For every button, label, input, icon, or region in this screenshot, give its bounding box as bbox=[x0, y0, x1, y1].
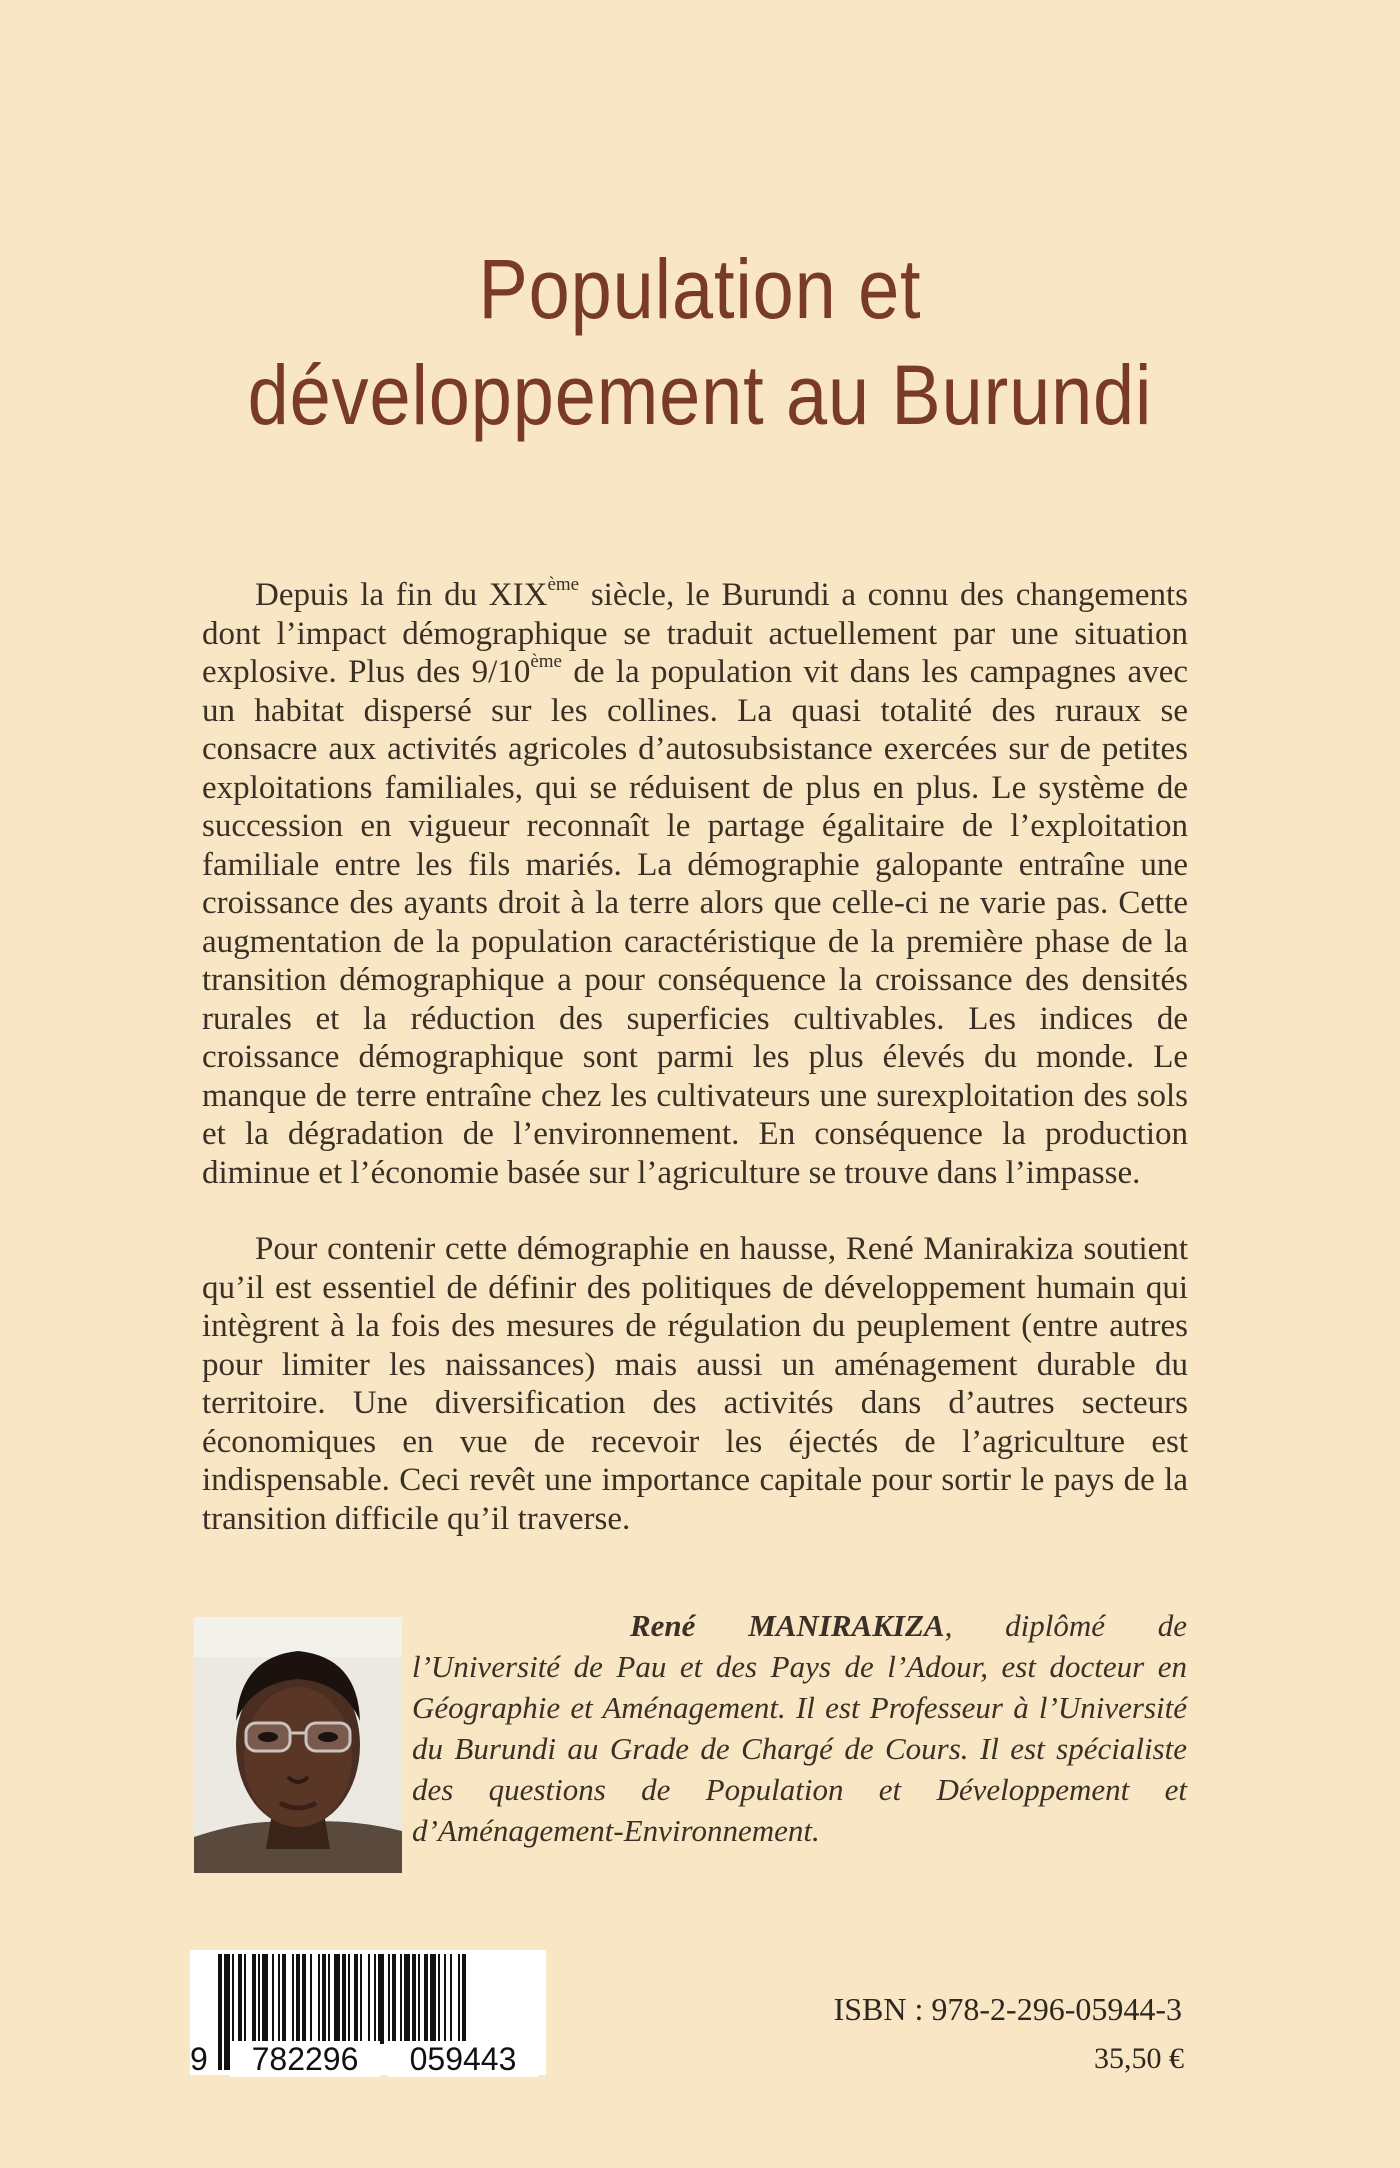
barcode-bar bbox=[322, 1954, 326, 2044]
barcode-bar bbox=[318, 1954, 320, 2044]
barcode-bar bbox=[378, 1954, 384, 2044]
barcode-digits-right: 059443 bbox=[388, 2041, 538, 2077]
price: 35,50 € bbox=[1094, 2042, 1184, 2075]
barcode-bar bbox=[252, 1954, 256, 2044]
barcode-bar bbox=[262, 1954, 268, 2044]
barcode-bar bbox=[310, 1954, 312, 2044]
barcode-bar bbox=[458, 1954, 460, 2044]
author-name: René MANIRAKIZA bbox=[630, 1608, 945, 1643]
barcode-bar bbox=[244, 1954, 246, 2044]
barcode-bar bbox=[354, 1954, 358, 2044]
barcode-bar bbox=[238, 1954, 242, 2044]
barcode-bar bbox=[292, 1954, 294, 2044]
barcode-bar bbox=[278, 1954, 280, 2044]
barcode-bar bbox=[412, 1954, 416, 2044]
barcode-bar bbox=[368, 1954, 370, 2044]
barcode-bar bbox=[404, 1954, 410, 2044]
barcode-bar bbox=[334, 1954, 340, 2044]
barcode-bar bbox=[258, 1954, 260, 2044]
barcode-bar bbox=[232, 1954, 234, 2044]
barcode-bar bbox=[282, 1954, 286, 2044]
barcode-bar bbox=[388, 1954, 390, 2044]
barcode-bar bbox=[392, 1954, 396, 2044]
barcode-bar bbox=[444, 1954, 446, 2044]
barcode-bar bbox=[430, 1954, 436, 2044]
barcode-bar bbox=[360, 1954, 362, 2044]
barcode-bar bbox=[374, 1954, 376, 2044]
barcode-bar bbox=[296, 1954, 300, 2044]
barcode-digit-first: 9 bbox=[190, 2041, 208, 2077]
barcode-bar bbox=[328, 1954, 330, 2044]
blurb-paragraph-1: Depuis la fin du XIXème siècle, le Burundi a connu des changements dont l’impact démographique se traduit actuellement par une situation explosive. Plus des 9/10ème de la population vit dans les campagnes avec un habitat dispersé sur les collines. La quasi totalité des ruraux se consacre aux activités agricoles d’autosubsistance exercées sur de petites exploitations familiales, qui se réduisent de plus en plus. Le système de succession en vigueur reconnaît le partage égalitaire de l’exploitation familiale entre les fils mariés. La démographie galopante entraîne une croissance des ayants droit à la terre alors que celle-ci ne varie pas. Cette augmentation de la population caractéristique de la première phase de la transition démographique a pour conséquence la croissance des densités rurales et la réduction des superficies cultivables. Les indices de croissance démographique sont parmi les plus élevés du monde. Le manque de terre entraîne chez les cultivateurs une surexploitation des sols et la dégradation de l’environnement. En conséquence la production diminue et l’économie basée sur l’agriculture se trouve dans l’impasse. bbox=[202, 574, 1189, 1191]
barcode-bar bbox=[424, 1954, 428, 2044]
author-bio bbox=[412, 1605, 1187, 1851]
barcode-digits-left: 782296 bbox=[230, 2041, 380, 2077]
barcode-digits bbox=[190, 2041, 546, 2077]
book-title bbox=[84, 236, 1316, 448]
title-line-2: développement au Burundi bbox=[247, 348, 1153, 442]
blurb-paragraph-2: Pour contenir cette démographie en hausse, René Manirakiza soutient qu’il est essentiel de définir des politiques de développement humain qui intègrent à la fois des mesures de régulation du peuplement (entre autres pour limiter les naissances) mais aussi un aménagement durable du territoire. Une diversification des activités dans d’autres secteurs économiques en vue de recevoir les éjectés de l’agriculture est indispensable. Ceci revêt une importance capitale pour sortir le pays de la transition difficile qu’il traverse. bbox=[202, 1231, 1188, 1537]
author-photo bbox=[194, 1617, 402, 1873]
author-bio-text: , diplômé de l’Université de Pau et des Pays de l’Adour, est docteur en Géographie et Aménagement. Il est Professeur à l’Université du Burundi au Grade de Chargé de Cours. Il est spécialiste des questions de Population et Développement et d’Aménagement-Environnement. bbox=[412, 1608, 1187, 1848]
blurb bbox=[202, 576, 1188, 1538]
title-line-1: Population et bbox=[478, 242, 922, 336]
barcode-bar bbox=[302, 1954, 306, 2044]
isbn: ISBN : 978-2-296-05944-3 bbox=[833, 1991, 1182, 2027]
barcode-bar bbox=[450, 1954, 452, 2044]
barcode-bar bbox=[272, 1954, 274, 2044]
barcode-bar bbox=[400, 1954, 402, 2044]
barcode-bar bbox=[418, 1954, 420, 2044]
barcode-bar bbox=[438, 1954, 440, 2044]
